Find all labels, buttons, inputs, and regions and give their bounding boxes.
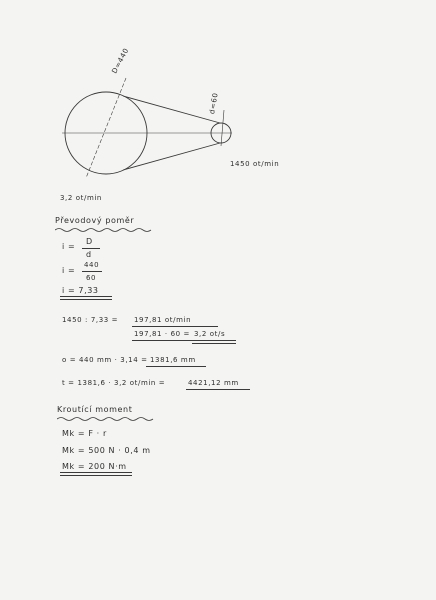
- torque-result-underline-2: [60, 475, 132, 476]
- speed-line2-underline-2: [192, 343, 236, 344]
- path-result: 4421,12 mm: [188, 379, 239, 387]
- speed-line2-underline: [132, 340, 236, 341]
- ratio-subst-numerator: 440: [84, 261, 100, 269]
- circumference-result: 1381,6 mm: [150, 356, 196, 364]
- ratio-result-underline-1: [60, 296, 112, 297]
- motor-speed-label: 1450 ot/min: [230, 160, 280, 168]
- ratio-heading: Převodový poměr: [55, 216, 135, 225]
- small-pulley-diameter-label: d=60: [208, 92, 220, 115]
- small-diameter-leader: [221, 110, 224, 146]
- path-underline: [186, 389, 250, 390]
- output-speed-label: 3,2 ot/min: [60, 194, 102, 202]
- ratio-formula-d: d: [86, 250, 92, 259]
- speed-line2-result: 3,2 ot/s: [194, 330, 226, 338]
- ratio-heading-wavy-underline: [55, 227, 155, 233]
- path-left: t = 1381,6 · 3,2 ot/min =: [62, 379, 166, 387]
- speed-line1-underline: [132, 326, 218, 327]
- circumference-left: o = 440 mm · 3,14 =: [62, 356, 148, 364]
- ratio-formula-D: D: [86, 237, 93, 246]
- ratio-result: i = 7,33: [62, 286, 99, 295]
- ratio-subst-i: i =: [62, 266, 76, 275]
- torque-line1: Mk = F · r: [62, 429, 107, 438]
- circumference-underline: [146, 366, 206, 367]
- ratio-result-underline-2: [60, 299, 112, 300]
- ratio-fraction-bar-1: [82, 248, 100, 249]
- speed-line1-left: 1450 : 7,33 =: [62, 316, 119, 324]
- ratio-formula-i: i =: [62, 242, 76, 251]
- ratio-subst-denominator: 60: [86, 274, 97, 282]
- speed-line1-result: 197,81 ot/min: [134, 316, 192, 324]
- torque-heading-wavy-underline: [57, 416, 157, 422]
- speed-line2-left: 197,81 · 60 =: [134, 330, 190, 338]
- belt-lower: [123, 143, 220, 170]
- large-pulley-diameter-label: D=440: [110, 46, 131, 75]
- torque-line2: Mk = 500 N · 0,4 m: [62, 446, 151, 455]
- torque-heading: Kroutící moment: [57, 405, 133, 414]
- ratio-fraction-bar-2: [82, 271, 102, 272]
- torque-result-underline-1: [60, 472, 132, 473]
- diameter-leader: [86, 78, 126, 178]
- torque-line3: Mk = 200 N·m: [62, 462, 127, 471]
- belt-upper: [123, 96, 220, 123]
